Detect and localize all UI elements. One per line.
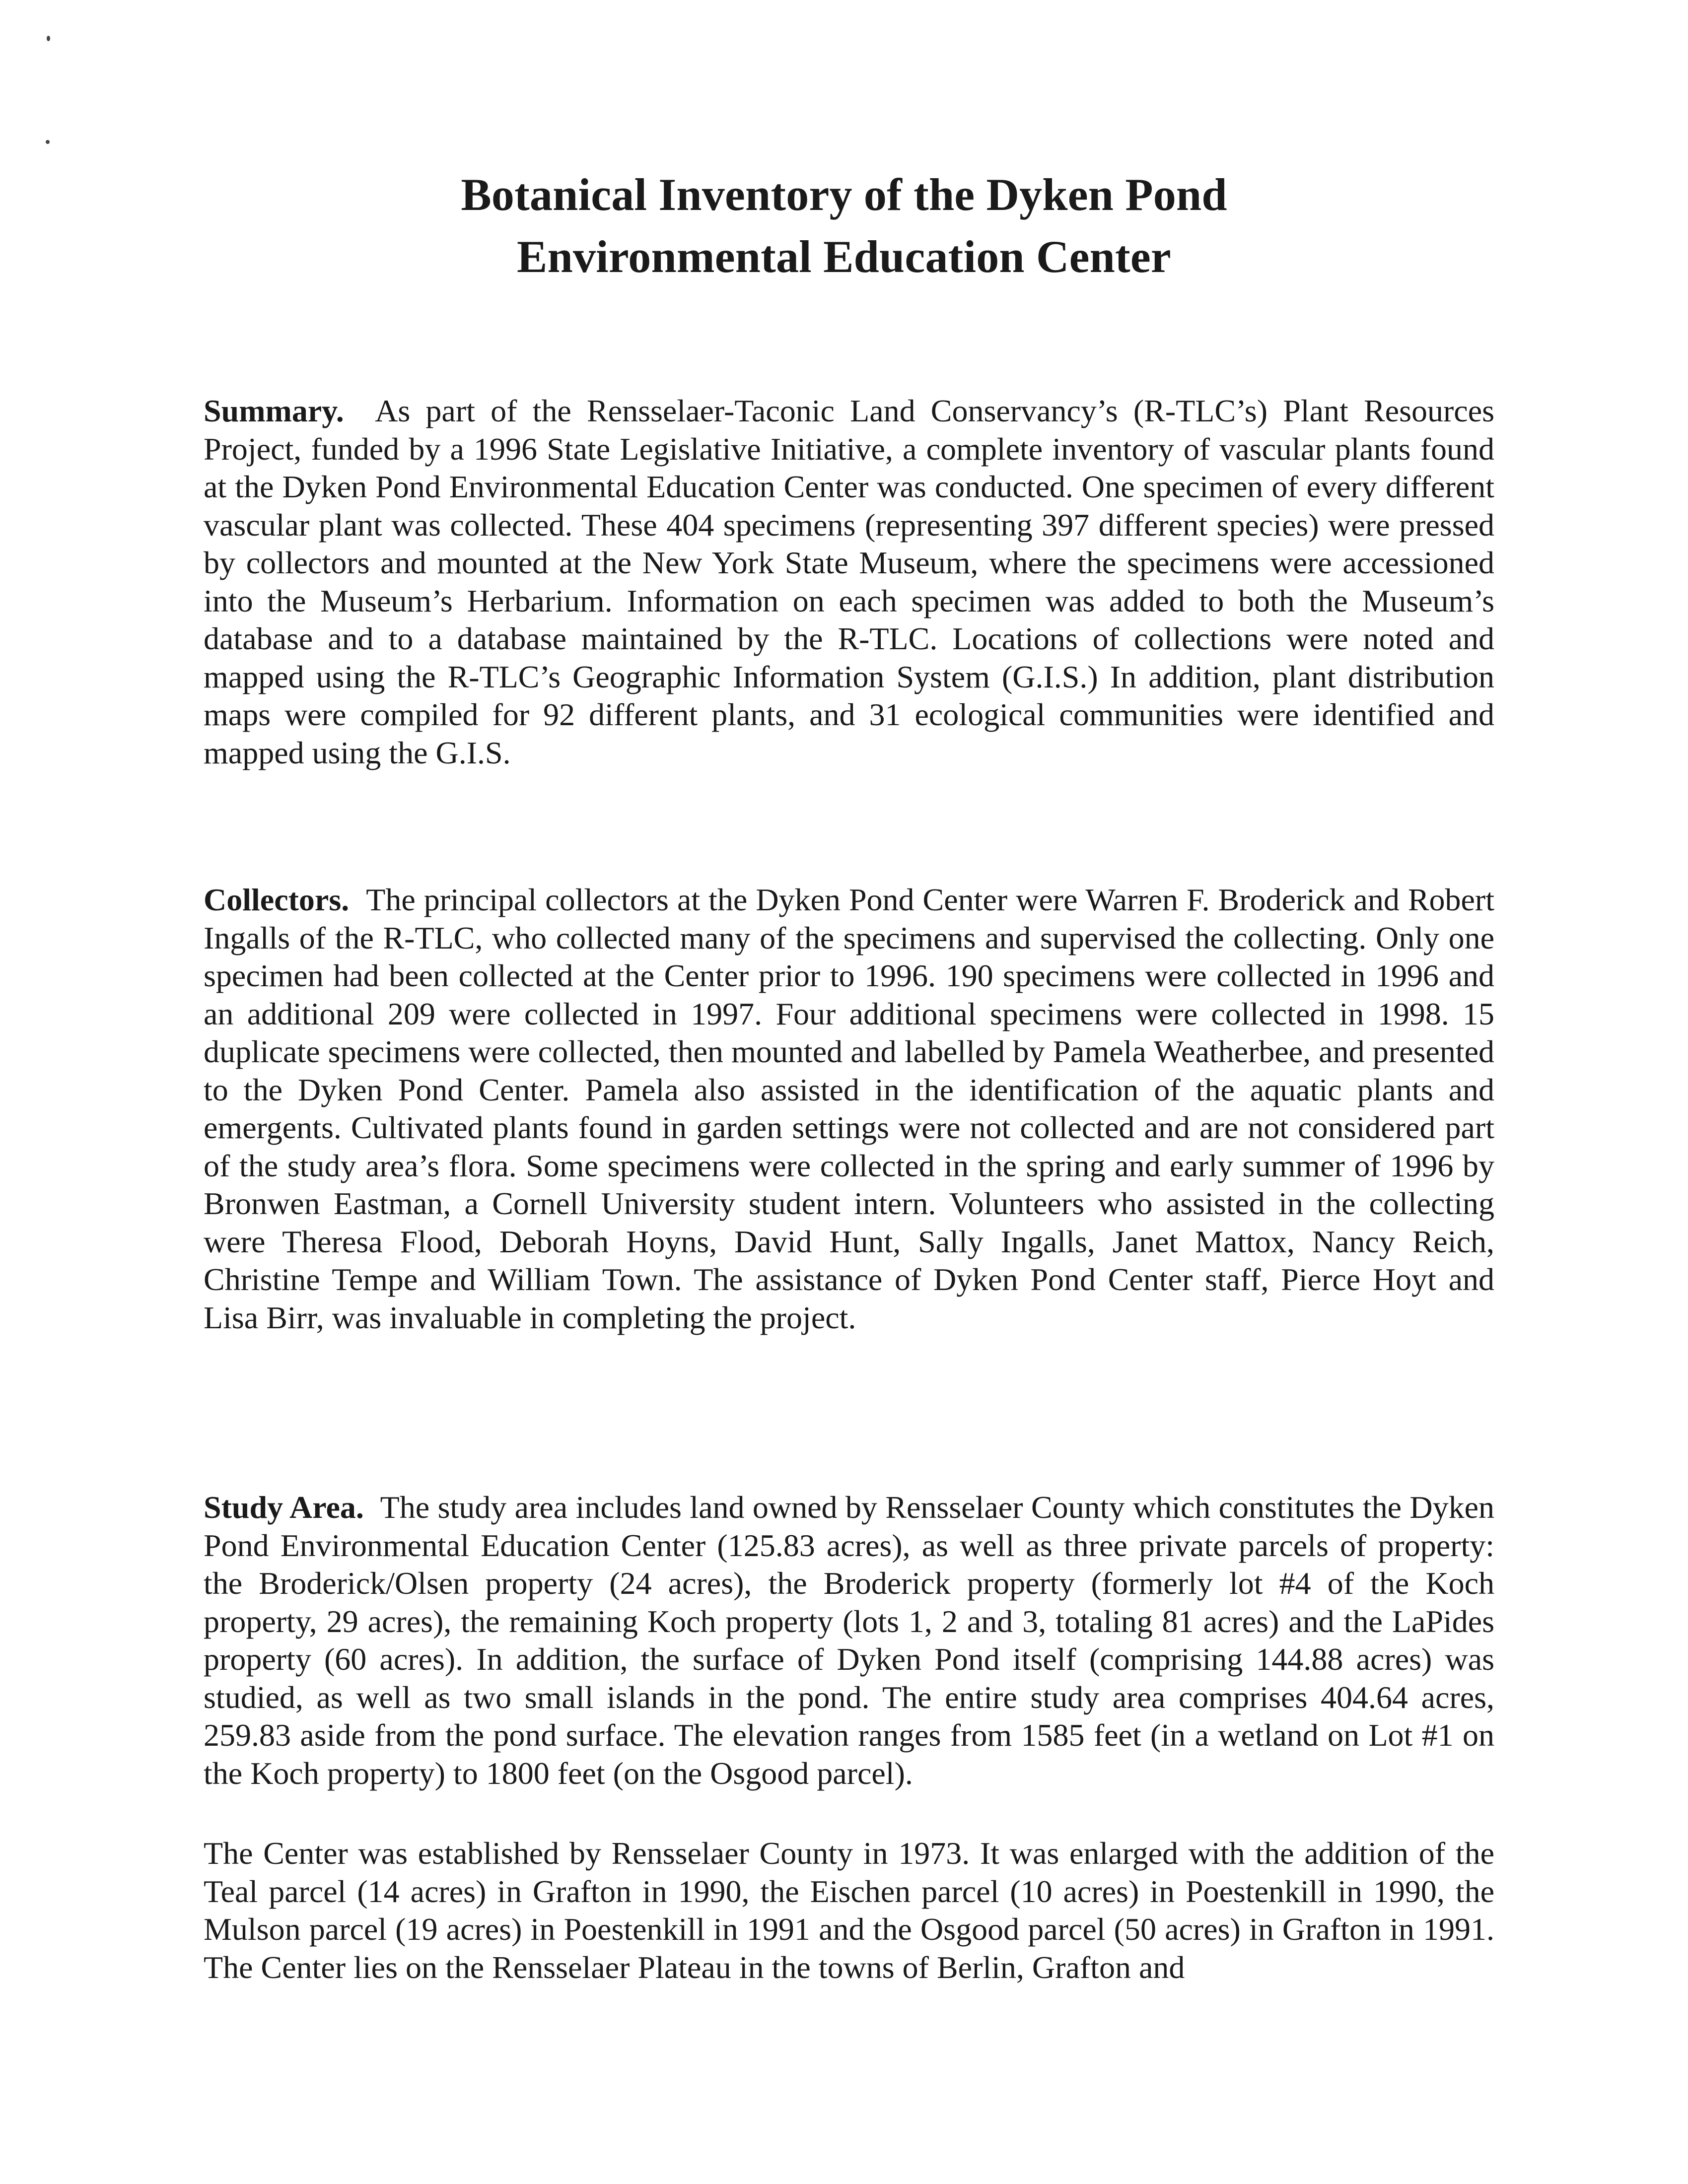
study-area-section — [204, 1489, 1494, 1792]
collectors-heading: Collectors. — [204, 882, 350, 917]
document-title — [199, 164, 1489, 288]
summary-heading: Summary. — [204, 393, 344, 428]
scan-speck — [46, 140, 50, 144]
center-history-paragraph — [204, 1835, 1494, 1986]
study-area-body: The study area includes land owned by Rensselaer County which constitutes the Dyken Pond Environmental Education Center (125.83 acres), as well as three private parcels of property: the Broderick/Olsen property (24 acres), the Broderick property (formerly lot #4 of the Koch property, 29 acres), the remaining Koch property (lots 1, 2 and 3, totaling 81 acres) and the LaPides property (60 acres). In addition, the surface of Dyken Pond itself (comprising 144.88 acres) was studied, as well as two small islands in the pond. The entire study area comprises 404.64 acres, 259.83 aside from the pond surface. The elevation ranges from 1585 feet (in a wetland on Lot #1 on the Koch property) to 1800 feet (on the Osgood parcel). — [204, 1490, 1494, 1791]
summary-body: As part of the Rensselaer-Taconic Land Conservancy’s (R-TLC’s) Plant Resources Project, funded by a 1996 State Legislative Initiative, a complete inventory of vascular plants found at the Dyken Pond Environmental Education Center was conducted. One specimen of every different vascular plant was collected. These 404 specimens (representing 397 different species) were pressed by collectors and mounted at the New York State Museum, where the specimens were accessioned into the Museum’s Herbarium. Information on each specimen was added to both the Museum’s database and to a database maintained by the R-TLC. Locations of collections were noted and mapped using the R-TLC’s Geographic Information System (G.I.S.) In addition, plant distribution maps were compiled for 92 different plants, and 31 ecological communities were identified and mapped using the G.I.S. — [204, 393, 1495, 770]
collectors-section — [204, 881, 1494, 1337]
scan-speck — [47, 36, 50, 41]
title-line-1: Botanical Inventory of the Dyken Pond — [461, 169, 1227, 220]
summary-section — [204, 392, 1494, 772]
center-history-body: The Center was established by Rensselaer County in 1973. It was enlarged with the addition of the Teal parcel (14 acres) in Grafton in 1990, the Eischen parcel (10 acres) in Poestenkill in 1990, the Mulson parcel (19 acres) in Poestenkill in 1991 and the Osgood parcel (50 acres) in Grafton in 1991. The Center lies on the Rensselaer Plateau in the towns of Berlin, Grafton and — [204, 1836, 1494, 1985]
title-line-2: Environmental Education Center — [517, 231, 1171, 282]
collectors-body: The principal collectors at the Dyken Pond Center were Warren F. Broderick and Robert Ingalls of the R-TLC, who collected many of the specimens and supervised the collecting. Only one specimen had been collected at the Center prior to 1996. 190 specimens were collected in 1996 and an additional 209 were collected in 1997. Four additional specimens were collected in 1998. 15 duplicate specimens were collected, then mounted and labelled by Pamela Weatherbee, and presented to the Dyken Pond Center. Pamela also assisted in the identification of the aquatic plants and emergents. Cultivated plants found in garden settings were not collected and are not considered part of the study area’s flora. Some specimens were collected in the spring and early summer of 1996 by Bronwen Eastman, a Cornell University student intern. Volunteers who assisted in the collecting were Theresa Flood, Deborah Hoyns, David Hunt, Sally Ingalls, Janet Mattox, Nancy Reich, Christine Tempe and William Town. The assistance of Dyken Pond Center staff, Pierce Hoyt and Lisa Birr, was invaluable in completing the project. — [204, 882, 1495, 1335]
study-area-heading: Study Area. — [204, 1490, 364, 1525]
